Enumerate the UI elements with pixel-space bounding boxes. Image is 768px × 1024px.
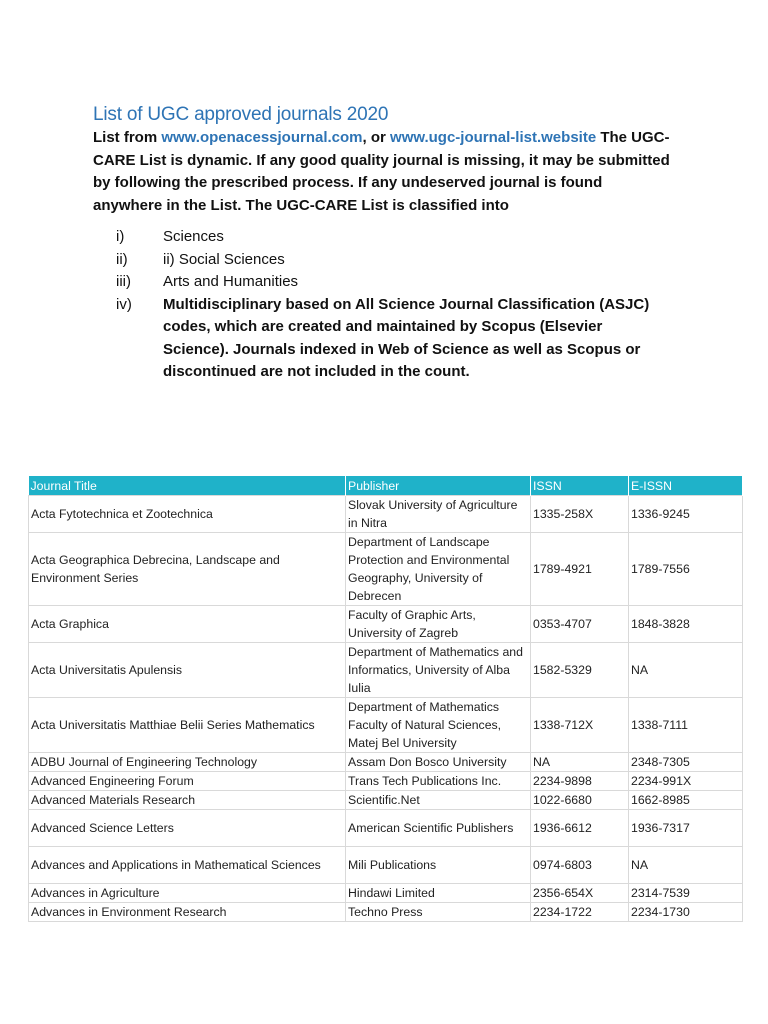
- cell-issn: 2356-654X: [531, 884, 629, 903]
- table-row: [29, 810, 743, 847]
- cell-journal-title: Advances and Applications in Mathematical Sciences: [29, 847, 346, 884]
- cell-e-issn: 1662-8985: [629, 791, 743, 810]
- cell-issn: 1022-6680: [531, 791, 629, 810]
- cell-publisher: Department of Landscape Protection and Environmental Geography, University of Debrecen: [346, 533, 531, 606]
- header-issn: ISSN: [531, 476, 629, 496]
- cell-e-issn: 2314-7539: [629, 884, 743, 903]
- cell-issn: 1789-4921: [531, 533, 629, 606]
- cell-e-issn: NA: [629, 847, 743, 884]
- table-row: [29, 753, 743, 772]
- cell-publisher: Assam Don Bosco University: [346, 753, 531, 772]
- cell-journal-title: Acta Fytotechnica et Zootechnica: [29, 496, 346, 533]
- table-row: [29, 847, 743, 884]
- cell-e-issn: NA: [629, 643, 743, 698]
- category-list: [93, 226, 653, 384]
- cell-issn: 1936-6612: [531, 810, 629, 847]
- intro-paragraph: [93, 127, 673, 217]
- cell-publisher: Scientific.Net: [346, 791, 531, 810]
- cell-journal-title: Acta Universitatis Matthiae Belii Series Mathematics: [29, 698, 346, 753]
- list-item-text: Multidisciplinary based on All Science Journal Classification (ASJC) codes, which are created and maintained by Scopus (Elsevier Science). Journals indexed in Web of Science as well as Scopus or discontinued are not included in the count.: [163, 295, 650, 380]
- page-title: List of UGC approved journals 2020: [93, 104, 389, 125]
- cell-e-issn: 1936-7317: [629, 810, 743, 847]
- list-item-number: iv): [116, 295, 132, 313]
- list-item-number: i): [116, 228, 125, 245]
- list-item-number: iii): [116, 273, 131, 290]
- list-item-text: Sciences: [163, 228, 224, 245]
- table-body: [29, 496, 743, 922]
- table-row: [29, 698, 743, 753]
- intro-prefix: List from: [93, 129, 162, 146]
- list-item-text: ii) Social Sciences: [163, 250, 285, 268]
- cell-issn: 1338-712X: [531, 698, 629, 753]
- cell-journal-title: Acta Universitatis Apulensis: [29, 643, 346, 698]
- table-row: [29, 884, 743, 903]
- cell-publisher: Techno Press: [346, 903, 531, 922]
- table-row: [29, 606, 743, 643]
- intro-middle: , or: [362, 129, 391, 146]
- journals-table: [28, 476, 743, 922]
- cell-e-issn: 1789-7556: [629, 533, 743, 606]
- cell-publisher: Trans Tech Publications Inc.: [346, 772, 531, 791]
- list-item-text: Arts and Humanities: [163, 273, 299, 290]
- table-row: [29, 772, 743, 791]
- table-row: [29, 903, 743, 922]
- cell-issn: NA: [531, 753, 629, 772]
- cell-e-issn: 2234-991X: [629, 772, 743, 791]
- openaccess-link[interactable]: www.openacessjournal.com: [161, 129, 363, 146]
- cell-issn: 0974-6803: [531, 847, 629, 884]
- cell-publisher: Department of Mathematics and Informatics, University of Alba Iulia: [346, 643, 531, 698]
- cell-journal-title: Advanced Engineering Forum: [29, 772, 346, 791]
- cell-e-issn: 1338-7111: [629, 698, 743, 753]
- cell-journal-title: Advanced Science Letters: [29, 810, 346, 847]
- list-item: [93, 294, 653, 384]
- cell-e-issn: 2234-1730: [629, 903, 743, 922]
- cell-issn: 1582-5329: [531, 643, 629, 698]
- cell-publisher: Hindawi Limited: [346, 884, 531, 903]
- cell-issn: 1335-258X: [531, 496, 629, 533]
- cell-publisher: Faculty of Graphic Arts, University of Zagreb: [346, 606, 531, 643]
- table-row: [29, 496, 743, 533]
- cell-journal-title: Advances in Environment Research: [29, 903, 346, 922]
- list-item: [93, 271, 653, 294]
- table-row: [29, 533, 743, 606]
- ugc-list-link[interactable]: www.ugc-journal-list.website: [390, 129, 597, 146]
- cell-issn: 2234-9898: [531, 772, 629, 791]
- intro-rest: The UGC-CARE List is dynamic. If any good quality journal is missing, it may be submitted by following the prescribed process. If any undeserved journal is found anywhere in the List. The UGC-CARE List is classified into: [93, 129, 670, 214]
- cell-e-issn: 2348-7305: [629, 753, 743, 772]
- cell-journal-title: Advanced Materials Research: [29, 791, 346, 810]
- table-row: [29, 791, 743, 810]
- cell-journal-title: ADBU Journal of Engineering Technology: [29, 753, 346, 772]
- header-journal-title: Journal Title: [29, 476, 346, 496]
- cell-journal-title: Acta Geographica Debrecina, Landscape and Environment Series: [29, 533, 346, 606]
- cell-publisher: Slovak University of Agriculture in Nitra: [346, 496, 531, 533]
- list-item-number: ii): [116, 250, 128, 268]
- cell-e-issn: 1848-3828: [629, 606, 743, 643]
- table-header-row: [29, 476, 743, 496]
- cell-publisher: Mili Publications: [346, 847, 531, 884]
- cell-publisher: American Scientific Publishers: [346, 810, 531, 847]
- list-item: [93, 226, 653, 249]
- cell-journal-title: Advances in Agriculture: [29, 884, 346, 903]
- cell-journal-title: Acta Graphica: [29, 606, 346, 643]
- list-item: [93, 249, 653, 272]
- cell-publisher: Department of Mathematics Faculty of Natural Sciences, Matej Bel University: [346, 698, 531, 753]
- cell-issn: 0353-4707: [531, 606, 629, 643]
- cell-issn: 2234-1722: [531, 903, 629, 922]
- cell-e-issn: 1336-9245: [629, 496, 743, 533]
- table-row: [29, 643, 743, 698]
- header-e-issn: E-ISSN: [629, 476, 743, 496]
- header-publisher: Publisher: [346, 476, 531, 496]
